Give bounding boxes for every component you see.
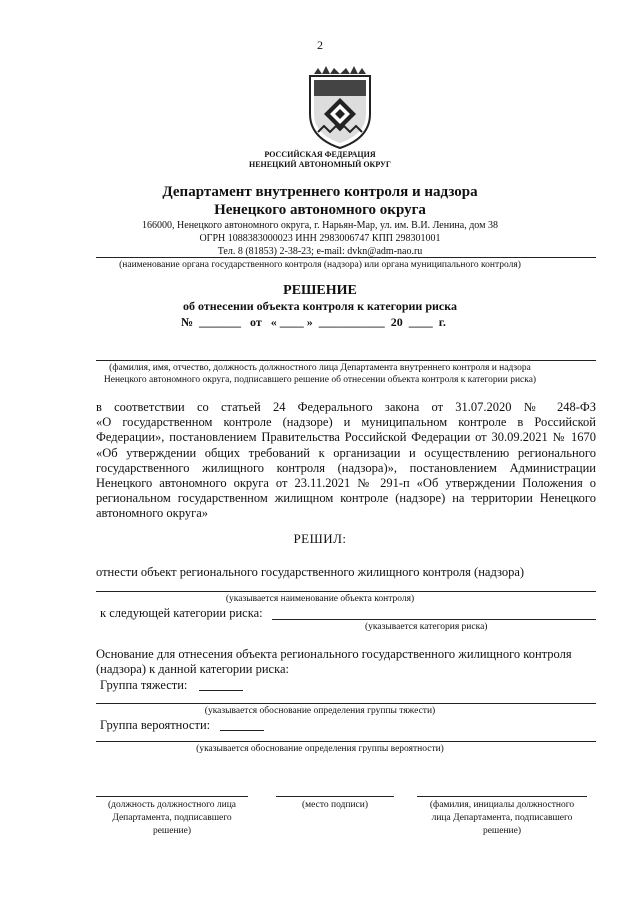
header-divider xyxy=(96,257,596,258)
caption-line: решение) xyxy=(152,826,192,836)
object-caption: (указывается наименование объекта контроля) xyxy=(225,594,415,604)
caption-line: (фамилия, инициалы должностного xyxy=(429,800,575,810)
probability-blank-line xyxy=(96,741,596,742)
caption-line: лица Департамента, подписавшего xyxy=(431,813,573,823)
basis-paragraph xyxy=(96,400,596,522)
signature-position-caption xyxy=(92,799,252,838)
decision-subtitle: об отнесении объекта контроля к категории риска xyxy=(183,299,457,313)
header-country: РОССИЙСКАЯ ФЕДЕРАЦИЯ xyxy=(264,150,376,159)
signer-caption-2: Ненецкого автономного округа, подписавшего решение об отнесении объекта контроля к категории риска) xyxy=(103,375,537,385)
severity-blank xyxy=(199,690,243,691)
object-blank-line xyxy=(96,591,596,592)
org-name-line2: Ненецкого автономного округа xyxy=(214,202,426,218)
org-contacts: Тел. 8 (81853) 2-38-23; e-mail: dvkn@adm-nao.ru xyxy=(217,246,423,257)
header-region: НЕНЕЦКИЙ АВТОНОМНЫЙ ОКРУГ xyxy=(248,160,391,169)
basis-line: Ненецкого автономного округа от 23.11.2021 № 291-п «Об утверждении Положения о xyxy=(96,476,596,491)
category-blank-line xyxy=(272,619,596,620)
assign-text: отнести объект регионального государственного жилищного контроля (надзора) xyxy=(96,565,525,579)
category-caption: (указывается категория риска) xyxy=(365,622,488,632)
caption-line: (должность должностного лица xyxy=(107,800,237,810)
probability-blank xyxy=(220,730,264,731)
probability-caption: (указывается обоснование определения группы вероятности) xyxy=(196,744,444,754)
severity-label: Группа тяжести: xyxy=(100,678,188,692)
org-ogrn: ОГРН 1088383000023 ИНН 2983006747 КПП 298301001 xyxy=(199,233,441,244)
basis-line: Федерации», постановлением Правительства Российской Федерации от 30.09.2021 № 1670 xyxy=(96,430,596,445)
reason-line-2: (надзора) к данной категории риска: xyxy=(96,662,289,676)
org-caption: (наименование органа государственного контроля (надзора) или органа муниципального контроля) xyxy=(119,260,521,270)
signature-line-position xyxy=(96,796,248,797)
basis-line: «О государственном контроле (надзоре) и муниципальном контроле в Российской xyxy=(96,415,596,430)
basis-line: в соответствии со статьей 24 Федерального закона от 31.07.2020 № 248-ФЗ xyxy=(96,400,596,414)
basis-line: государственного жилищного контроля (надзора)», постановлением Администрации xyxy=(96,460,596,475)
probability-label: Группа вероятности: xyxy=(100,718,211,732)
basis-line: «Об утверждении общих требований к организации и осуществлению регионального xyxy=(96,445,596,460)
basis-line: региональном государственном жилищном контроле (надзоре) на территории Ненецкого xyxy=(96,491,596,506)
signer-blank-line xyxy=(96,360,596,361)
caption-line: Департамента, подписавшего xyxy=(112,813,232,823)
caption-line: решение) xyxy=(482,826,522,836)
signature-name-caption xyxy=(412,799,592,838)
severity-blank-line xyxy=(96,703,596,704)
signer-caption-1: (фамилия, имя, отчество, должность должностного лица Департамента внутреннего контроля и надзора xyxy=(109,363,531,373)
caption-line: (место подписи) xyxy=(301,800,369,810)
category-label: к следующей категории риска: xyxy=(100,606,263,620)
basis-line: автономного округа» xyxy=(96,506,209,521)
decision-title: РЕШЕНИЕ xyxy=(283,283,357,298)
page-number: 2 xyxy=(317,38,323,52)
resolved-heading: РЕШИЛ: xyxy=(293,531,347,546)
coat-of-arms-emblem xyxy=(300,62,380,150)
reason-line-1: Основание для отнесения объекта регионального государственного жилищного контроля xyxy=(96,647,572,661)
org-address: 166000, Ненецкого автономного округа, г. Нарьян-Мар, ул. им. В.И. Ленина, дом 38 xyxy=(142,220,498,231)
severity-caption: (указывается обоснование определения группы тяжести) xyxy=(204,706,436,716)
org-name-line1: Департамент внутреннего контроля и надзора xyxy=(162,184,478,200)
signature-line-name xyxy=(417,796,587,797)
decision-number-line: № _______ от « ____ » ___________ 20 ____ г. xyxy=(181,315,446,329)
signature-place-caption xyxy=(276,799,394,812)
signature-line-sign xyxy=(276,796,394,797)
